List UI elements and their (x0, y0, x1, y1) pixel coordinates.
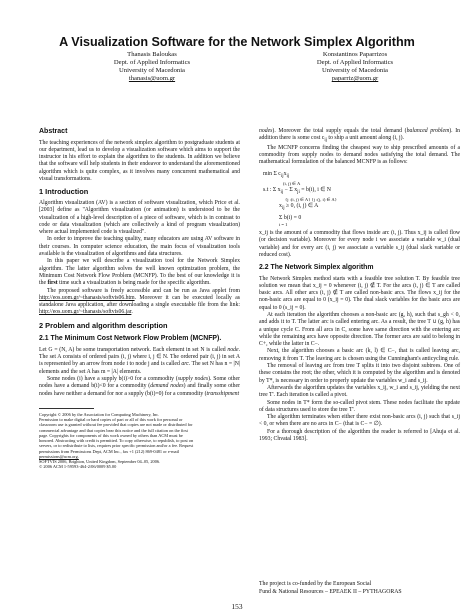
nsa-paragraph-6: Some nodes in T* form the so-called pivot stem. These nodes facilitate the update of data structures used to store the tree T'. (259, 399, 460, 413)
page-number: 153 (231, 602, 243, 611)
author-dept: Dept. of Applied Informatics (113, 59, 191, 66)
author-univ: University of Macedonia (322, 67, 388, 74)
emphasis-transshipment: transshipment (206, 390, 240, 397)
abstract-text: The teaching experiences of the network simplex algorithm to postgraduate students at our department, lead us to develop a visualization software which aims to support the instructor in his effort to explain the algorithm to the students. In addition we believe that the software will help students in their endeavor to understand the aforementioned algorithm which is quite complex, as it involves many concurrent mathematical and visual transformations. (39, 139, 240, 183)
text-run: ). Moreover the total supply equals the total demand ( (272, 128, 407, 134)
mcnfp-paragraph-2 (39, 376, 240, 398)
text-run: ). Some other nodes have a demand b(i)<0 for a commodity ( (39, 375, 240, 390)
objective-subscript: (i, j) ∈ A (283, 180, 301, 186)
text-run: to ship a unit amount along (i, j). (326, 135, 404, 142)
intro-paragraph-4 (39, 288, 240, 317)
nsa-paragraph-5: Afterwards the algorithm updates the variables x_ij, w_i and s_ij, yielding the next tree T'. Each iteration is called a pivot. (259, 384, 460, 399)
copyright-line: SOFTVIS 2006, Brighton, United Kingdom, September 04–05, 2006. (39, 459, 161, 465)
text-run: . The set N has n = |N| elements and the set A has m = |A| elements. (39, 361, 240, 375)
copyright-notice (39, 412, 240, 470)
applet-url-link[interactable]: http://eos.uom.gr/~thanasis/softvis06.htm (39, 294, 135, 301)
continued-paragraph (259, 128, 460, 145)
subsection-heading-network-simplex: 2.2 The Network Simplex algorithm (259, 264, 374, 272)
footnote-rule (39, 408, 94, 409)
text-run: . Moreover it can be executed locally as standalone Java application, after downloading a single executable file from the link: (39, 294, 240, 309)
nsa-paragraph-3: Next, the algorithm chooses a basic arc (k, l) ∈ C−, that is called leaving arc, removing it from T. The leaving arc is chosen using the Cunningham's anticycling rule. (259, 348, 460, 362)
author-email-link[interactable]: paparriz@uom.gr (331, 75, 379, 82)
funding-line: Fund & National Resources – EPEAEK II – PYTHAGORAS (259, 588, 402, 595)
permissions-email-link[interactable]: permissions@acm.org. (39, 453, 79, 459)
constraint-line: s.t : Σ $x_{ij} - \Sigma$ $x_{ji} = b(i)$, i ∈ N (263, 186, 331, 196)
copyright-line: honored. Abstracting with credit is permitted. To copy otherwise, to republish, to post on (39, 438, 194, 444)
paper-title: A Visualization Software for the Network Simplex Algorithm (59, 35, 415, 49)
author-dept: Dept. of Applied Informatics (316, 59, 394, 66)
copyright-line: © 2006 ACM 1-59593-464-2/06/0009 $5.00 (39, 464, 117, 470)
copyright-line: page. Copyrights for components of this work owned by others than ACM must be (39, 432, 183, 438)
left-column (39, 128, 240, 470)
emphasis-balanced: balanced problem (406, 128, 450, 134)
formulation-paragraph: The MCNFP concerns finding the cheapest way to ship prescribed amounts of a commodity from supply nodes to demand nodes satisfying the total demand. The mathematical formulation of the balanced MCNFP is as follows: (259, 144, 460, 166)
author-block-1 (52, 51, 252, 83)
mcnfp-formulation (263, 170, 460, 227)
text-run: . The set A consists of ordered pairs (i, j) where i, j ∈ N. The ordered pair (i, j) in set A is represented by an arrow from node i to node j and is called (39, 346, 240, 368)
section-heading-introduction: 1 Introduction (39, 187, 89, 197)
balance-subscript: i = 1 (279, 221, 288, 227)
text-run: time such a visualization is being made for the specific algorithm. (57, 280, 211, 287)
text-run: The proposed software is freely accessible and can be run as Java applet from (47, 287, 240, 294)
emphasis-arc: arc (181, 361, 189, 368)
objective-line: min Σ $c_{ij}x_{ij}$ (263, 170, 290, 179)
intro-paragraph-3 (39, 258, 240, 287)
intro-paragraph-1: Algorithm visualization (AV) is a section of software visualization, which Price et al. [2003] define as "Algorithm visualization (or animation) is understood to be the visualization of a high-level description of a piece of software, which is in contrast to code or data visualization (which are collectively a kind of program visualization) where actual implemented code is visualized". (39, 199, 240, 236)
subsection-heading-mcnfp: 2.1 The Minimum Cost Network Flow Problem (MCNFP). (39, 335, 222, 343)
copyright-line: classroom use is granted without fee provided that copies are not made or distributed for (39, 422, 193, 428)
variables-paragraph: x_ij is the amount of a commodity that flows inside arc (i, j). Thus x_ij is called flow (or decision variable). Moreover for every node i we associate a variable w_i (dual variable) and for every arc (i, j) we associate a variable s_ij (dual slack variable or reduced cost). (259, 229, 460, 258)
right-column (259, 128, 460, 443)
subscript: ij (324, 138, 327, 144)
mcnfp-paragraph-1 (39, 347, 240, 376)
constraint-subscript: {j :(i, j) ∈ A} {j :(j, i) ∈ A} (285, 197, 337, 203)
emphasis-node: node (227, 346, 239, 353)
abstract-heading: Abstract (39, 128, 68, 135)
emphasis-supply-nodes: supply nodes (177, 375, 209, 382)
author-email-link[interactable]: thanasis@uom.gr (128, 75, 176, 82)
copyright-line: permissions from Permissions Dept, ACM Inc., fax +1 (212) 869-0481 or e-mail (39, 448, 179, 454)
nsa-paragraph-4: The removal of leaving arc from tree T splits it into two disjoint subtrees. One of these contains the root; the other, which it is computed by the algorithm and is denoted by T*, is necessary in order to properly update the variables w_i and s_ij. (259, 363, 460, 384)
intro-paragraph-2: In order to improve the teaching quality, many educators are using AV software in their courses. In computer science education, the main focus of visualization tools available is the visualization of algorithms and data structures. (39, 236, 240, 258)
section-heading-problem: 2 Problem and algorithm description (39, 320, 168, 330)
text-run: . (131, 309, 133, 316)
balance-line: Σ b(i) = 0 (279, 214, 302, 221)
copyright-line: commercial advantage and that copies bear this notice and the full citation on the first (39, 427, 188, 433)
text-run: In this paper we will describe a visualization tool for the Network Simplex algorithm. The latter algorithm solves the well known optimization problem, the Minimum Cost Network Flow Problem (MCNFP). To the best of our knowledge it is the (39, 258, 240, 287)
nsa-paragraph-8: For a thorough description of the algorithm the reader is referred to [Ahuja et al. 1993; Chvatal 1983]. (259, 428, 460, 443)
nsa-paragraph-2: At each iteration the algorithm chooses a non-basic arc (g, h), such that s_gh < 0, and adds it to T. The latter arc is called entering arc. As a result, the tree T ∪ (g, h) has a unique cycle C. From all arcs in C, some have same direction with the entering arc while the remaining arcs have opposite direction. The former arcs are said to belong in C+, while the latter in C−. (259, 311, 460, 348)
text-run: ). In addition there is some cost c (259, 128, 460, 142)
copyright-line: Copyright © 2006 by the Association for Computing Machinery, Inc. (39, 411, 160, 417)
author-name: Thanasis Baloukas (127, 51, 177, 58)
author-univ: University of Macedonia (119, 67, 185, 74)
jar-url-link[interactable]: http://eos.uom.gr/~thanasis/softvis06.jar (39, 309, 132, 316)
author-block-2 (255, 51, 455, 83)
nsa-paragraph-7: The algorithm terminates when either there exist non-basic arcs (i, j) such that s_ij < 0, or when there are no arcs in C− (that is C− = ∅). (259, 414, 460, 428)
copyright-line: Permission to make digital or hard copies of part or all of this work for personal or (39, 417, 183, 423)
emphasis-first: first (47, 280, 58, 287)
nsa-paragraph-1: The Network Simplex method starts with a feasible tree solution T. By feasible tree solution we mean that x_ij = 0 whenever (i, j) ∉ T. For the arcs (i, j) ∈ T are called basic arcs. All other arcs (i, j) ∉ T are called non-basic arcs. The flows x_ij for the non-basic arcs are equal to 0 (x_ij = 0). The dual slack variables for the basic arcs are equal to 0 (s_ij = 0). (259, 275, 460, 311)
funding-line: The project is co-funded by the European Social (259, 581, 372, 587)
nonnegativity-line: $x_{ij} \ge 0$, (i, j) ∈ A (279, 203, 319, 212)
text-run: Some nodes (i) have a supply b(i)>0 for a commodity ( (47, 375, 178, 382)
emphasis-demand-nodes: demand nodes (150, 383, 184, 390)
text-run: ) and finally some other nodes have neither a demand for nor a supply (b(i)=0) for a commodity ( (39, 383, 240, 397)
text-run: Let G = (N, A) be some transportation network. Each element in set N is called (39, 346, 228, 353)
funding-note (259, 581, 464, 596)
author-name: Konstantinos Paparrizos (322, 51, 388, 58)
copyright-line: servers, or to redistribute to lists, requires prior specific permission and/or a fee. Request (39, 443, 194, 449)
emphasis-nodes: nodes (259, 128, 273, 134)
